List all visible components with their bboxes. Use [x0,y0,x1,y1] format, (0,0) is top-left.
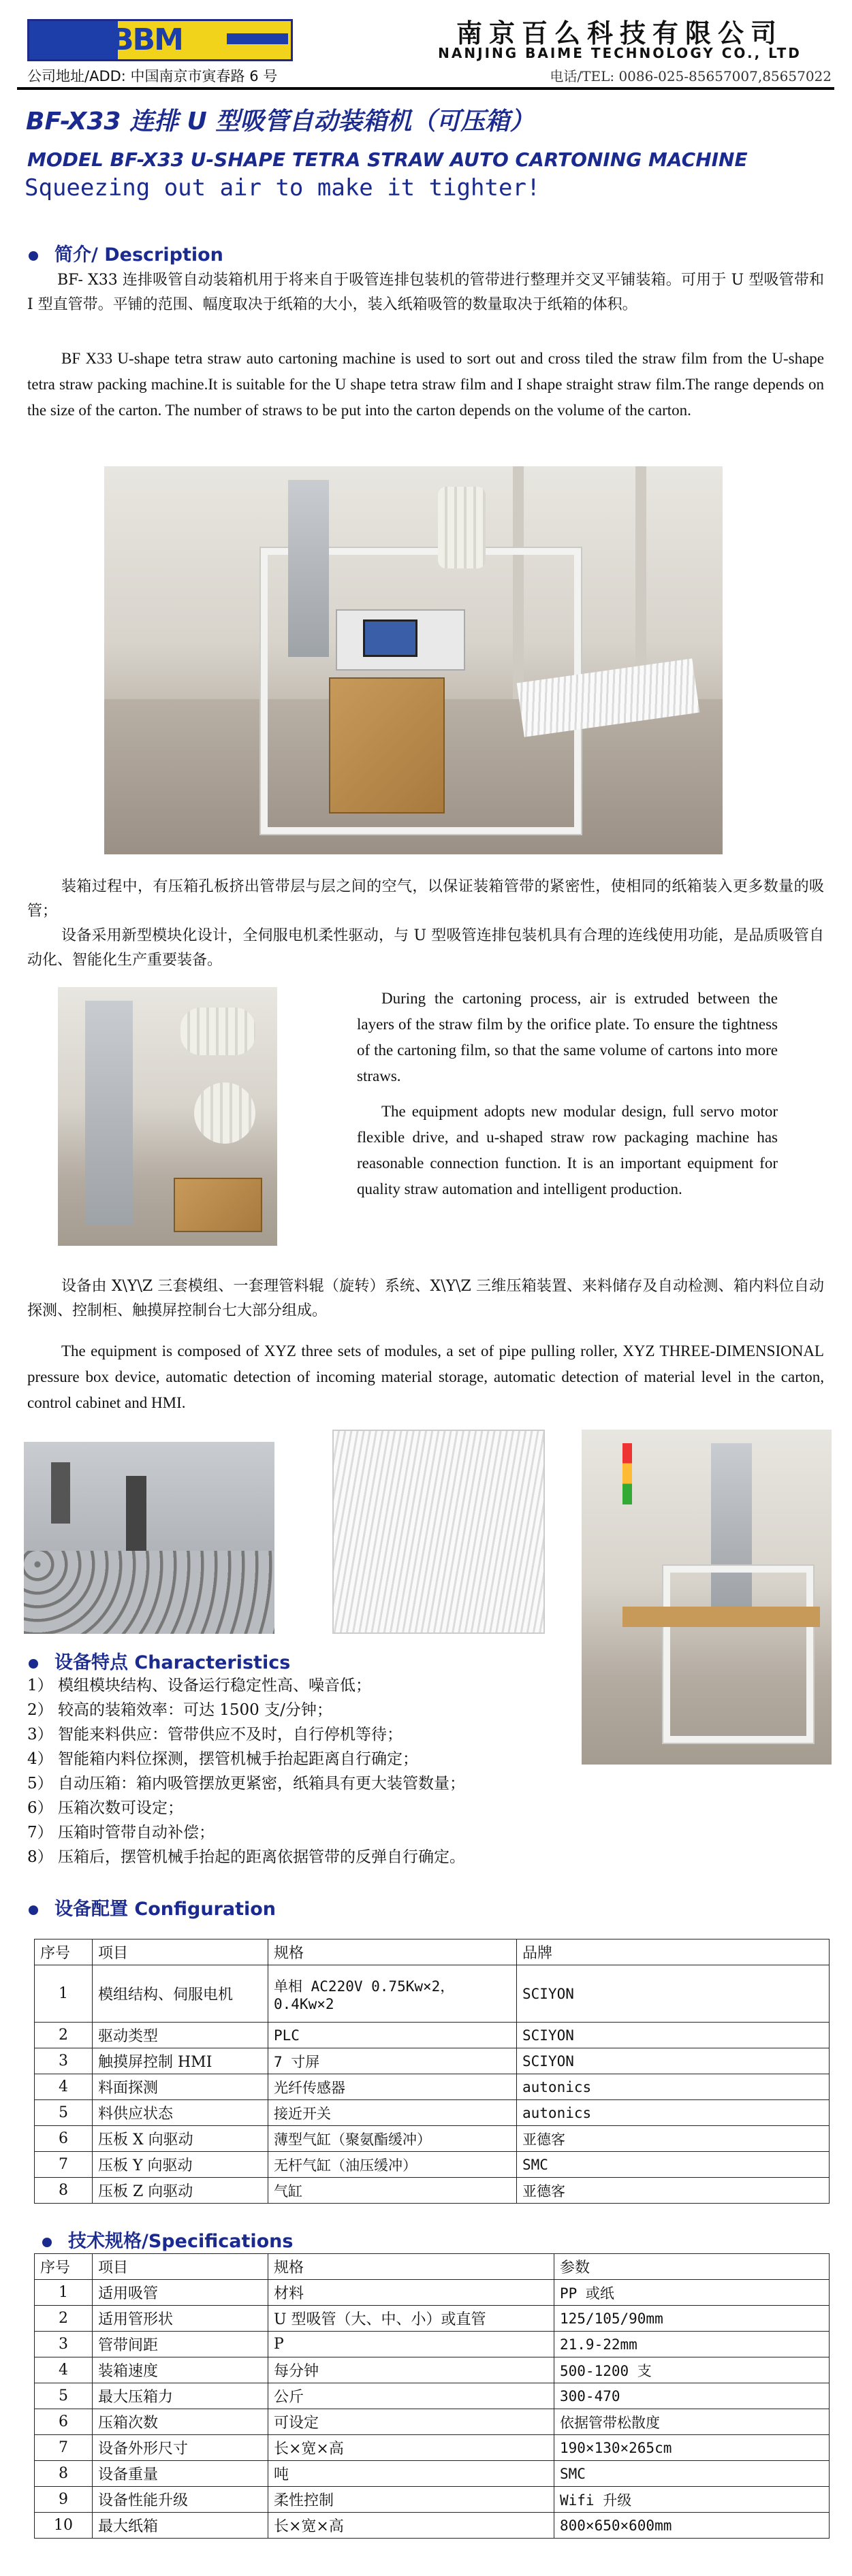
table-cell: 模组结构、伺服电机 [93,1965,268,2023]
composition-en: The equipment is composed of XYZ three sets of modules, a set of pipe pulling roller, XYZ THREE-DIMENSIONAL pressure box device, automatic detection of incoming material storage, automatic detection of material level in the carton, control cabinet and HMI. [27,1342,824,1411]
logo-bar [227,33,288,44]
table-row [35,2487,830,2513]
company-phone: 电话/TEL: 0086-025-85657007,85657022 [550,68,832,84]
machine-main-photo [104,466,723,854]
table-cell: 适用吸管 [93,2280,268,2306]
list-item: 1） 模组模块结构、设备运行稳定性高、噪音低； [27,1677,371,1694]
table-row [35,2383,830,2409]
process-cn-2: 设备采用新型模块化设计，全伺服电机柔性驱动，与 U 型吸管连排包装机具有合理的连线使用功能，是品质吸管自动化、智能化生产重要装备。 [27,927,824,969]
table-cell: 无杆气缸（油压缓冲） [268,2152,517,2178]
list-item: 8） 压箱后，摆管机械手抬起的距离依据管带的反弹自行确定。 [27,1848,465,1866]
product-title-en: MODEL BF-X33 U-SHAPE TETRA STRAW AUTO CARTONING MACHINE [27,148,748,171]
table-cell: 8 [35,2461,93,2487]
table-row [35,2126,830,2152]
list-item: 3） 智能来料供应：管带供应不及时，自行停机等待； [27,1726,403,1743]
table-cell: 2 [35,2023,93,2048]
product-tagline: Squeezing out air to make it tighter! [25,174,541,202]
table-header-cell: 序号 [35,1939,93,1965]
table-cell: 薄型气缸（聚氨酯缓冲） [268,2126,517,2152]
table-cell: 料面探测 [93,2074,268,2100]
table-cell: 光纤传感器 [268,2074,517,2100]
process-en-1: During the cartoning process, air is extruded between the layers of the straw film by the orifice plate. To ensure the tightness of the cartoning film, so that the same volume of cartons into more straws. [357,990,778,1084]
configuration-heading-text: 设备配置 Configuration [54,1899,277,1920]
specifications-heading-text: 技术规格/Specifications [68,2231,294,2252]
table-row [35,2100,830,2126]
straw-reel [194,1082,255,1144]
table-cell: 柔性控制 [268,2487,554,2513]
table-cell: 5 [35,2383,93,2409]
signal-tower [622,1443,632,1504]
table-cell: SCIYON [517,2048,830,2074]
table-cell: 10 [35,2513,93,2539]
description-cn: BF- X33 连排吸管自动装箱机用于将来自于吸管连排包装机的管带进行整理并交叉平铺装箱。可用于 U 型吸管带和 I 型直管带。平铺的范围、幅度取决于纸箱的大小，装入纸箱吸管的数量取决于纸箱的体积。 [27,272,824,313]
table-cell: 压箱次数 [93,2409,268,2435]
table-cell: 设备外形尺寸 [93,2435,268,2461]
table-cell: 适用管形状 [93,2306,268,2332]
description-heading [29,240,223,266]
bullet-icon [42,2238,52,2247]
table-row [35,2461,830,2487]
table-row [35,2409,830,2435]
table-cell: 190×130×265cm [554,2435,830,2461]
table-cell: 依据管带松散度 [554,2409,830,2435]
table-row [35,2048,830,2074]
table-cell: 5 [35,2100,93,2126]
table-cell: 7 [35,2152,93,2178]
table-cell: 最大纸箱 [93,2513,268,2539]
table-cell: 8 [35,2178,93,2204]
logo-mark: BBM [111,22,183,57]
table-cell: 设备性能升级 [93,2487,268,2513]
table-cell: 125/105/90mm [554,2306,830,2332]
bullet-icon [29,1905,38,1915]
list-item: 5） 自动压箱：箱内吸管摆放更紧密，纸箱具有更大装管数量； [27,1775,465,1792]
table-row [35,2513,830,2539]
table-header-cell: 规格 [268,2254,554,2280]
bullet-icon [29,1659,38,1669]
table-row [35,1965,830,2023]
table-row [35,2178,830,2204]
table-header-cell: 项目 [93,1939,268,1965]
company-name-en: NANJING BAIME TECHNOLOGY CO., LTD [438,45,802,61]
table-row [35,2074,830,2100]
table-cell: 接近开关 [268,2100,517,2126]
table-cell: 吨 [268,2461,554,2487]
table-header-cell: 规格 [268,1939,517,1965]
list-item: 2） 较高的装箱效率：可达 1500 支/分钟； [27,1701,332,1719]
composition-cn: 设备由 X\Y\Z 三套模组、一套理管料辊（旋转）系统、X\Y\Z 三维压箱装置、来料储存及自动检测、箱内料位自动探测、控制柜、触摸屏控制台七大部分组成。 [27,1278,824,1319]
table-cell: 压板 Y 向驱动 [93,2152,268,2178]
table-cell: 驱动类型 [93,2023,268,2048]
table-cell: 管带间距 [93,2332,268,2357]
table-cell: 公斤 [268,2383,554,2409]
table-cell: 1 [35,2280,93,2306]
table-cell: 3 [35,2048,93,2074]
carton-box [174,1178,262,1232]
specifications-table [34,2253,830,2539]
table-header-cell: 品牌 [517,1939,830,1965]
table-cell: Wifi 升级 [554,2487,830,2513]
table-cell: autonics [517,2074,830,2100]
press-plate [622,1607,820,1627]
table-cell: 7 [35,2435,93,2461]
table-cell: 6 [35,2126,93,2152]
roller-closeup-photo [58,987,277,1246]
table-cell: 300-470 [554,2383,830,2409]
table-header-cell: 序号 [35,2254,93,2280]
table-header-cell: 参数 [554,2254,830,2280]
table-cell: PP 或纸 [554,2280,830,2306]
table-row [35,2332,830,2357]
bullet-icon [29,251,38,261]
table-cell: SCIYON [517,1965,830,2023]
table-cell: 长×宽×高 [268,2435,554,2461]
detector-photo [24,1442,274,1634]
table-cell: 气缸 [268,2178,517,2204]
header-divider [17,87,834,90]
table-cell: 单相 AC220V 0.75Kw×2，0.4Kw×2 [268,1965,517,2023]
table-cell: 9 [35,2487,93,2513]
table-row [35,2435,830,2461]
table-cell: U 型吸管（大、中、小）或直管 [268,2306,554,2332]
table-cell: P [268,2332,554,2357]
table-cell: 长×宽×高 [268,2513,554,2539]
product-title-cn: BF-X33 连排 U 型吸管自动装箱机（可压箱） [26,108,535,135]
table-header-row [35,2254,830,2280]
straw-roller [180,1008,255,1055]
hmi-screen [363,619,417,657]
characteristics-heading-text: 设备特点 Characteristics [54,1652,291,1673]
table-cell: 压板 Z 向驱动 [93,2178,268,2204]
table-cell: 压板 X 向驱动 [93,2126,268,2152]
configuration-table [34,1939,830,2204]
table-cell: 7 寸屏 [268,2048,517,2074]
table-cell: 亚德客 [517,2178,830,2204]
table-cell: 最大压箱力 [93,2383,268,2409]
sensor-post [51,1462,70,1524]
process-en-2: The equipment adopts new modular design, full servo motor flexible drive, and u-shaped straw row packaging machine has reasonable connection function. It is an important equipment for quality straw automation and intelligent production. [357,1103,778,1197]
machine-column [85,1001,133,1225]
straw-roller [438,487,486,568]
straw-carton-photo [332,1430,545,1634]
company-logo [27,19,293,61]
table-row [35,2152,830,2178]
sensor-post [126,1476,146,1551]
specifications-heading [42,2226,293,2253]
table-cell: 6 [35,2409,93,2435]
table-cell: autonics [517,2100,830,2126]
table-header-row [35,1939,830,1965]
table-cell: 亚德客 [517,2126,830,2152]
table-cell: 1 [35,1965,93,2023]
table-cell: 3 [35,2332,93,2357]
logo-blue-block [29,21,118,59]
table-cell: 4 [35,2357,93,2383]
table-cell: 可设定 [268,2409,554,2435]
list-item: 6） 压箱次数可设定； [27,1799,183,1817]
table-cell: 材料 [268,2280,554,2306]
company-address: 公司地址/ADD: 中国南京市寅春路 6 号 [27,68,278,84]
machine-column [288,480,329,657]
process-cn-1: 装箱过程中，有压箱孔板挤出管带层与层之间的空气，以保证装箱管带的紧密性，使相同的纸箱装入更多数量的吸管； [27,878,824,920]
orifice-plate [24,1551,274,1634]
description-en: BF X33 U-shape tetra straw auto cartoning machine is used to sort out and cross tiled the straw film from the U-shape tetra straw packing machine.It is suitable for the U shape tetra straw film and I shape straight straw film.The range depends on the size of the carton. The number of straws to be put into the carton depends on the volume of the carton. [27,350,824,419]
table-cell: SCIYON [517,2023,830,2048]
carton-box [329,677,445,814]
table-cell: 800×650×600mm [554,2513,830,2539]
table-row [35,2023,830,2048]
company-name-cn: 南京百么科技有限公司 [456,18,783,48]
table-cell: 2 [35,2306,93,2332]
table-cell: 每分钟 [268,2357,554,2383]
table-row [35,2357,830,2383]
description-heading-text: 简介/ Description [54,244,223,265]
configuration-heading [29,1894,276,1920]
table-row [35,2280,830,2306]
table-cell: 设备重量 [93,2461,268,2487]
table-cell: SMC [554,2461,830,2487]
table-cell: 触摸屏控制 HMI [93,2048,268,2074]
table-cell: PLC [268,2023,517,2048]
table-cell: 500-1200 支 [554,2357,830,2383]
table-cell: 装箱速度 [93,2357,268,2383]
table-cell: 料供应状态 [93,2100,268,2126]
list-item: 7） 压箱时管带自动补偿； [27,1824,215,1841]
table-cell: 4 [35,2074,93,2100]
table-header-cell: 项目 [93,2254,268,2280]
table-cell: SMC [517,2152,830,2178]
list-item: 4） 智能箱内料位探测，摆管机械手抬起距离自行确定； [27,1750,418,1768]
characteristics-list [27,1673,810,1869]
characteristics-heading [29,1647,290,1674]
table-cell: 21.9-22mm [554,2332,830,2357]
table-row [35,2306,830,2332]
